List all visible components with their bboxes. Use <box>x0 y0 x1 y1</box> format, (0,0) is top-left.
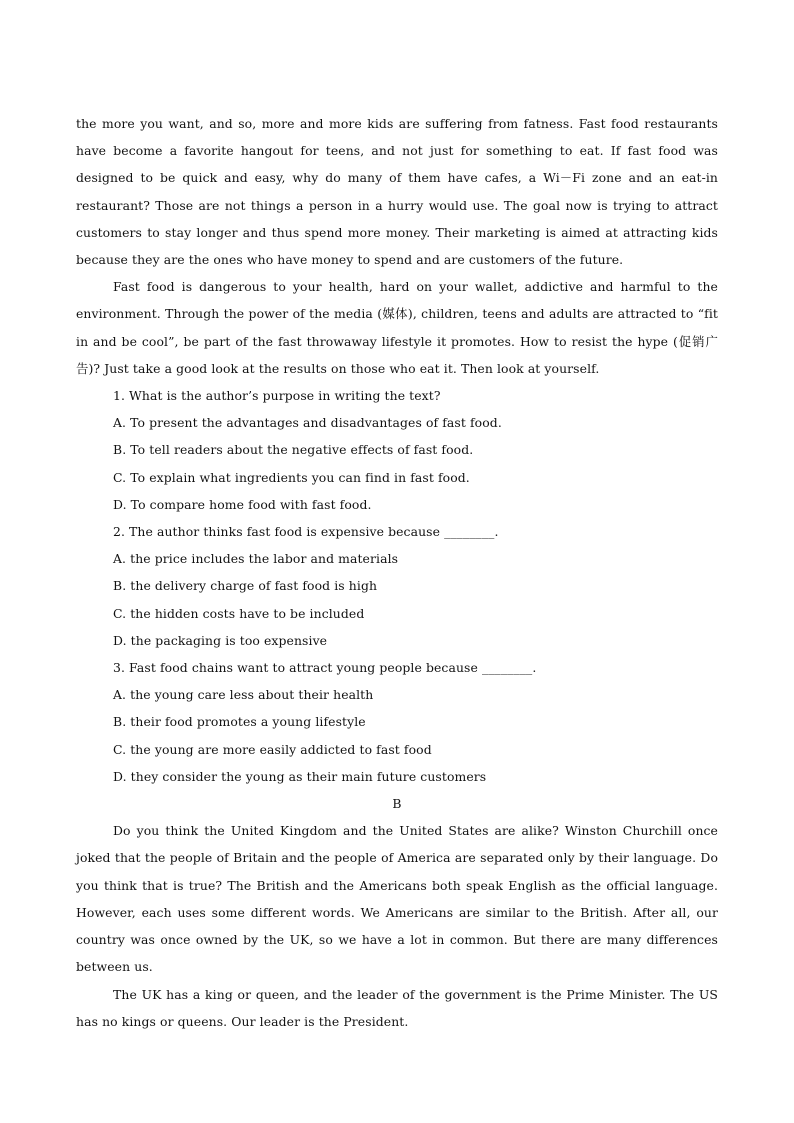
passage-b-paragraph: Do you think the United Kingdom and the United States are alike? Winston Churchill once joked that the people of Britain and the people of America are separated only by their language. Do you think that is true? The British and the Americans both speak English as the official language. However, each uses some different words. We Americans are similar to the British. After all, our country was once owned by the UK, so we have a lot in common. But there are many differences between us. <box>76 823 718 975</box>
answer-option: C. the hidden costs have to be included <box>113 605 365 621</box>
answer-option: D. the packaging is too expensive <box>113 632 328 648</box>
answer-option: D. To compare home food with fast food. <box>113 496 372 512</box>
section-heading: B <box>392 796 402 812</box>
answer-option: B. To tell readers about the negative effects of fast food. <box>113 442 474 458</box>
question-block <box>76 654 718 790</box>
answer-option: C. the young are more easily addicted to fast food <box>113 741 432 757</box>
passage-b-paragraph: The UK has a king or queen, and the leader of the government is the Prime Minister. The US has no kings or queens. Our leader is the President. <box>76 986 718 1029</box>
document-page <box>76 110 718 1035</box>
answer-option: A. To present the advantages and disadvantages of fast food. <box>113 415 502 431</box>
answer-option: B. the delivery charge of fast food is high <box>113 578 378 594</box>
passage-a-paragraph: Fast food is dangerous to your health, hard on your wallet, addictive and harmful to the environment. Through the power of the media (媒体), children, teens and adults are attracted to “fit in and be cool”, be part of the fast throwaway lifestyle it promotes. How to resist the hype (促销广告)? Just take a good look at the results on those who eat it. Then look at yourself. <box>76 279 718 376</box>
question-stem: 2. The author thinks fast food is expensive because ________. <box>113 524 499 540</box>
answer-option: A. the price includes the labor and materials <box>113 551 399 567</box>
question-block <box>76 382 718 518</box>
answer-option: C. To explain what ingredients you can find in fast food. <box>113 469 470 485</box>
answer-option: A. the young care less about their health <box>113 687 374 703</box>
passage-a-paragraph: the more you want, and so, more and more kids are suffering from fatness. Fast food restaurants have become a favorite hangout for teens, and not just for something to eat. If fast food was designed to be quick and easy, why do many of them have cafes, a Wi－Fi zone and an eat-in restaurant? Those are not things a person in a hurry would use. The goal now is trying to attract customers to stay longer and thus spend more money. Their marketing is aimed at attracting kids because they are the ones who have money to spend and are customers of the future. <box>76 116 718 268</box>
question-stem: 1. What is the author’s purpose in writing the text? <box>113 388 441 404</box>
question-stem: 3. Fast food chains want to attract young people because ________. <box>113 660 537 676</box>
answer-option: D. they consider the young as their main future customers <box>113 768 487 784</box>
question-block <box>76 518 718 654</box>
answer-option: B. their food promotes a young lifestyle <box>113 714 366 730</box>
